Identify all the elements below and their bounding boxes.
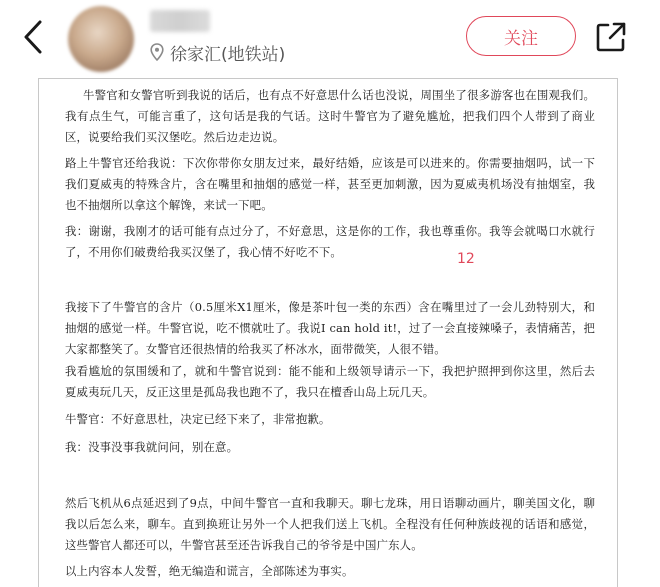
location-pin-icon <box>150 43 164 61</box>
paragraph: 我：没事没事我就问问，别在意。 <box>65 440 239 454</box>
username[interactable] <box>150 10 210 32</box>
follow-button[interactable]: 关注 <box>466 16 576 56</box>
paragraph: 我接下了牛警官的含片（0.5厘米X1厘米，像是茶叶包一类的东西）含在嘴里过了一会儿劲特别大，和抽烟的感觉一样。牛警官说，吃不惯就吐了。我说I can hold it!，过了一会直接辣嗓子，表情痛苦，把大家都整笑了。女警官还很热情的给我买了杯冰水，面带微笑，人很不错。 <box>65 300 595 356</box>
paragraph: 牛警官和女警官听到我说的话后，也有点不好意思什么话也没说，周围坐了很多游客也在围观我们。我有点生气，可能言重了，这句话是我的气话。这时牛警官为了避免尴尬，把我们四个人带到了商业区，说要给我们买汉堡吃。然后边走边说。 <box>65 88 595 144</box>
chevron-left-icon[interactable] <box>18 18 48 56</box>
avatar[interactable] <box>68 6 134 72</box>
paragraph: 我：谢谢，我刚才的话可能有点过分了，不好意思，这是你的工作，我也尊重你。我等会就喝口水就行了，不用你们破费给我买汉堡了，我心情不好吃不下。 <box>65 224 595 259</box>
page-number: 12 <box>457 251 475 267</box>
paragraph: 牛警官：不好意思杜，决定已经下来了，非常抱歉。 <box>65 412 331 426</box>
share-external-icon[interactable] <box>594 20 628 54</box>
screenshot-document <box>38 78 618 587</box>
paragraph: 然后飞机从6点延迟到了9点，中间牛警官一直和我聊天。聊七龙珠，用日语聊动画片，聊美国文化，聊我以后怎么来，聊车。直到换班让另外一个人把我们送上飞机。全程没有任何种族歧视的话语和感觉，这些警官人都还可以，牛警官甚至还告诉我自己的爷爷是中国广东人。 <box>65 496 595 552</box>
profile-header <box>0 0 660 76</box>
location-tag[interactable] <box>150 40 285 64</box>
paragraph: 以上内容本人发誓，绝无编造和谎言，全部陈述为事实。 <box>65 564 354 578</box>
paragraph: 我看尴尬的氛围缓和了，就和牛警官说到：能不能和上级领导请示一下，我把护照押到你这里，然后去夏威夷玩几天，反正这里是孤岛我也跑不了，我只在檀香山岛上玩几天。 <box>65 364 595 399</box>
paragraph: 路上牛警官还给我说：下次你带你女朋友过来，最好结婚，应该是可以进来的。你需要抽烟吗，试一下我们夏威夷的特殊含片，含在嘴里和抽烟的感觉一样，甚至更加刺激，因为夏威夷机场没有抽烟室，我也不抽烟所以拿这个解馋，来试一下吧。 <box>65 156 595 212</box>
location-label: 徐家汇(地铁站) <box>170 44 286 65</box>
